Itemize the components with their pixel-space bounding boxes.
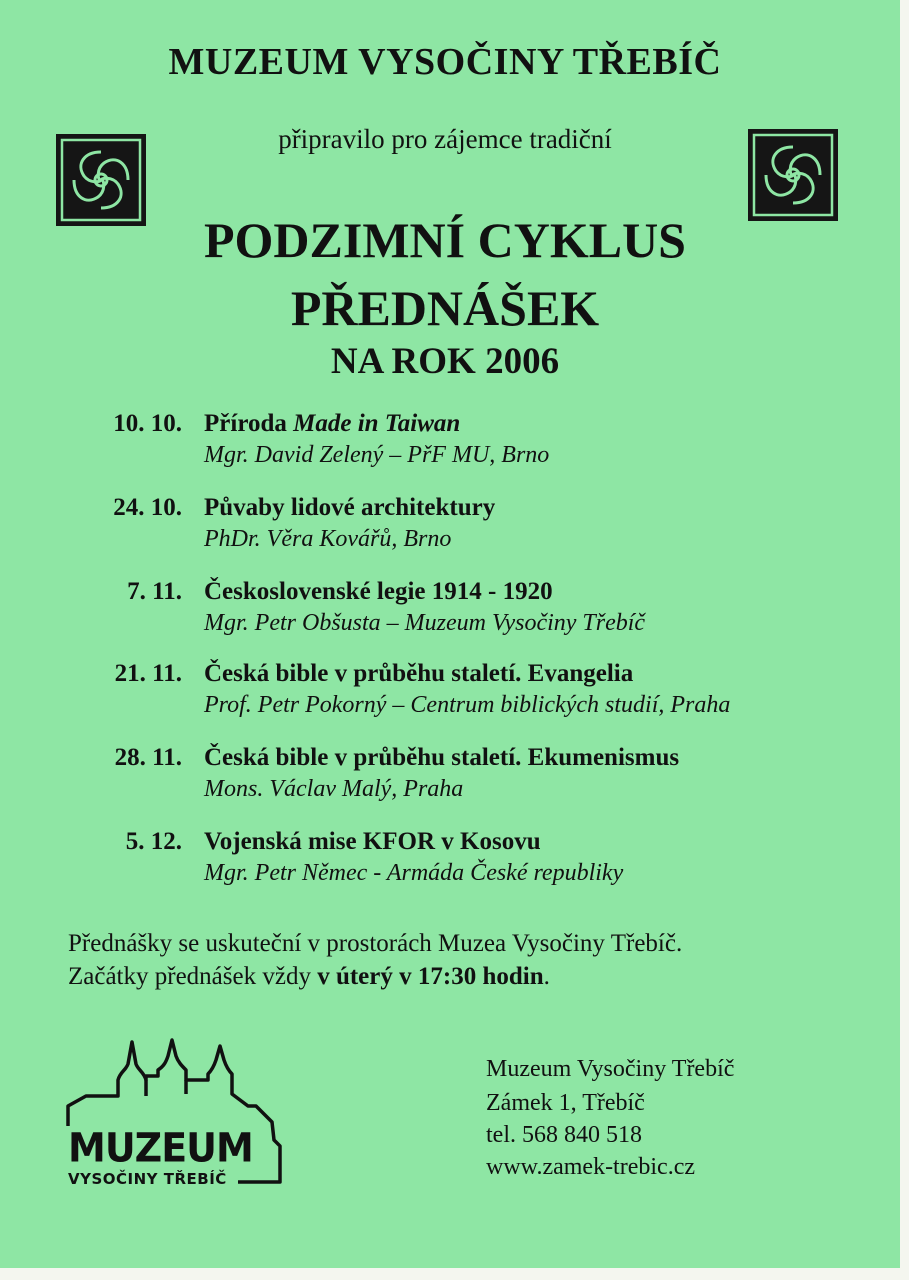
lecture-title-italic: Made in Taiwan — [293, 410, 461, 437]
contact-website: www.zamek-trebic.cz — [486, 1154, 695, 1180]
logo-wordmark: MUZEUM — [68, 1124, 253, 1172]
lecture-speaker: Mgr. David Zelený – PřF MU, Brno — [204, 442, 550, 468]
lecture-speaker: PhDr. Věra Kovářů, Brno — [204, 526, 452, 552]
lecture-item — [0, 578, 890, 658]
lecture-date: 10. 10. — [113, 410, 182, 437]
year-line: NA ROK 2006 — [330, 341, 560, 382]
subtitle: připravilo pro zájemce tradiční — [278, 124, 612, 154]
lecture-title: Půvaby lidové architektury — [204, 494, 496, 521]
time-note-bold: v úterý v 17:30 hodin — [317, 963, 544, 990]
lecture-title: Československé legie 1914 - 1920 — [204, 578, 553, 605]
lecture-item — [0, 660, 890, 740]
lecture-item — [0, 410, 890, 490]
contact-name: Muzeum Vysočiny Třebíč — [486, 1056, 735, 1082]
headline-line2: PŘEDNÁŠEK — [290, 280, 600, 336]
lecture-date: 28. 11. — [114, 744, 182, 771]
lecture-date: 21. 11. — [114, 660, 182, 687]
lecture-title-text: Příroda — [204, 410, 294, 437]
logo-subline: VYSOČINY TŘEBÍČ — [68, 1170, 227, 1188]
lecture-title: Vojenská mise KFOR v Kosovu — [204, 828, 541, 855]
headline-line1: PODZIMNÍ CYKLUS — [204, 212, 686, 268]
lecture-item — [0, 494, 890, 574]
time-note-suffix: . — [543, 963, 550, 990]
lecture-speaker: Prof. Petr Pokorný – Centrum biblických studií, Praha — [204, 692, 731, 718]
lecture-date: 24. 10. — [113, 494, 182, 521]
lecture-title — [204, 410, 460, 438]
contact-address: Zámek 1, Třebíč — [486, 1090, 645, 1116]
lecture-speaker: Mgr. Petr Obšusta – Muzeum Vysočiny Třebíč — [204, 610, 646, 636]
lecture-speaker: Mgr. Petr Němec - Armáda České republiky — [204, 860, 624, 886]
time-note-prefix: Začátky přednášek vždy — [68, 963, 318, 990]
contact-phone: tel. 568 840 518 — [486, 1122, 642, 1148]
lecture-date: 7. 11. — [127, 578, 182, 605]
lecture-title: Česká bible v průběhu staletí. Ekumenismus — [204, 744, 680, 771]
time-note — [68, 963, 550, 991]
venue-note: Přednášky se uskuteční v prostorách Muzea Vysočiny Třebíč. — [68, 930, 683, 957]
lecture-title: Česká bible v průběhu staletí. Evangelia — [204, 660, 634, 687]
museum-title: MUZEUM VYSOČINY TŘEBÍČ — [168, 41, 722, 83]
lecture-speaker: Mons. Václav Malý, Praha — [204, 776, 464, 802]
lecture-item — [0, 828, 890, 908]
lecture-item — [0, 744, 890, 824]
lecture-date: 5. 12. — [125, 828, 182, 855]
